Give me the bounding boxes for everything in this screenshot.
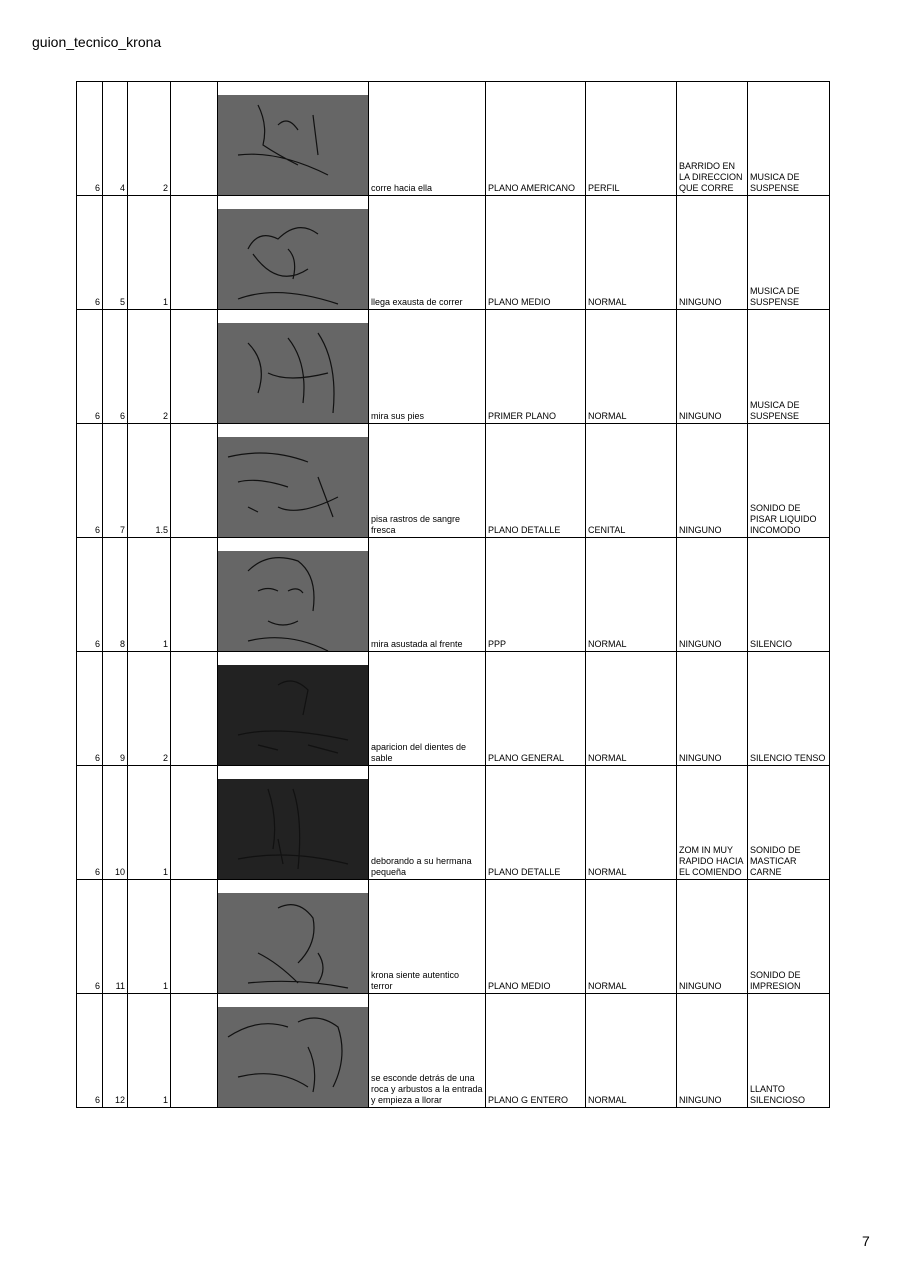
sketch-terror-icon — [218, 893, 368, 993]
blank-cell — [171, 880, 218, 994]
camera-movement-cell: NINGUNO — [677, 994, 748, 1108]
camera-angle-cell: CENITAL — [586, 424, 677, 538]
camera-movement-cell: NINGUNO — [677, 880, 748, 994]
action-description-cell: aparicion del dientes de sable — [369, 652, 486, 766]
camera-movement-cell: NINGUNO — [677, 310, 748, 424]
blank-cell — [171, 766, 218, 880]
sketch-sabertooth-icon — [218, 665, 368, 765]
duration-cell: 2 — [128, 310, 171, 424]
shot-number-cell: 11 — [103, 880, 128, 994]
storyboard-frame-cell — [218, 880, 369, 994]
action-description-cell: mira sus pies — [369, 310, 486, 424]
storyboard-frame-cell — [218, 652, 369, 766]
camera-movement-cell: NINGUNO — [677, 652, 748, 766]
storyboard-frame-cell — [218, 424, 369, 538]
storyboard-frame-cell — [218, 310, 369, 424]
blank-cell — [171, 994, 218, 1108]
shot-type-cell: PLANO AMERICANO — [486, 82, 586, 196]
shot-table — [76, 81, 830, 1108]
duration-cell: 1 — [128, 994, 171, 1108]
camera-angle-cell: NORMAL — [586, 196, 677, 310]
shot-type-cell: PLANO DETALLE — [486, 766, 586, 880]
camera-angle-cell: NORMAL — [586, 766, 677, 880]
sketch-exhausted-icon — [218, 209, 368, 309]
duration-cell: 2 — [128, 652, 171, 766]
sketch-runner-icon — [218, 95, 368, 195]
scene-number-cell: 6 — [77, 82, 103, 196]
scene-number-cell: 6 — [77, 424, 103, 538]
action-description-cell: llega exausta de correr — [369, 196, 486, 310]
shot-number-cell: 9 — [103, 652, 128, 766]
table-row — [77, 766, 830, 880]
sketch-look-feet-icon — [218, 323, 368, 423]
duration-cell: 1 — [128, 196, 171, 310]
shot-type-cell: PLANO DETALLE — [486, 424, 586, 538]
table-row — [77, 310, 830, 424]
storyboard-frame-cell — [218, 766, 369, 880]
camera-angle-cell: NORMAL — [586, 310, 677, 424]
shot-number-cell: 6 — [103, 310, 128, 424]
shot-type-cell: PLANO G ENTERO — [486, 994, 586, 1108]
scene-number-cell: 6 — [77, 994, 103, 1108]
storyboard-frame-cell — [218, 196, 369, 310]
scene-number-cell: 6 — [77, 310, 103, 424]
sketch-hiding-icon — [218, 1007, 368, 1107]
sketch-devouring-icon — [218, 779, 368, 879]
sound-cell: SONIDO DE PISAR LIQUIDO INCOMODO — [748, 424, 830, 538]
blank-cell — [171, 424, 218, 538]
shot-number-cell: 8 — [103, 538, 128, 652]
sketch-blood-trail-icon — [218, 437, 368, 537]
shot-type-cell: PLANO GENERAL — [486, 652, 586, 766]
sound-cell: SONIDO DE IMPRESION — [748, 880, 830, 994]
blank-cell — [171, 196, 218, 310]
scene-number-cell: 6 — [77, 766, 103, 880]
shot-type-cell: PRIMER PLANO — [486, 310, 586, 424]
duration-cell: 1.5 — [128, 424, 171, 538]
action-description-cell: pisa rastros de sangre fresca — [369, 424, 486, 538]
table-row — [77, 880, 830, 994]
duration-cell: 2 — [128, 82, 171, 196]
shot-number-cell: 10 — [103, 766, 128, 880]
scene-number-cell: 6 — [77, 880, 103, 994]
camera-angle-cell: NORMAL — [586, 880, 677, 994]
document-title: guion_tecnico_krona — [32, 34, 162, 50]
duration-cell: 1 — [128, 538, 171, 652]
action-description-cell: se esconde detrás de una roca y arbustos a la entrada y empieza a llorar — [369, 994, 486, 1108]
camera-angle-cell: NORMAL — [586, 652, 677, 766]
action-description-cell: krona siente autentico terror — [369, 880, 486, 994]
sound-cell: SILENCIO — [748, 538, 830, 652]
table-row — [77, 424, 830, 538]
shot-type-cell: PPP — [486, 538, 586, 652]
shot-number-cell: 5 — [103, 196, 128, 310]
action-description-cell: corre hacia ella — [369, 82, 486, 196]
sound-cell: SONIDO DE MASTICAR CARNE — [748, 766, 830, 880]
table-row — [77, 994, 830, 1108]
blank-cell — [171, 652, 218, 766]
shot-type-cell: PLANO MEDIO — [486, 196, 586, 310]
camera-movement-cell: ZOM IN MUY RAPIDO HACIA EL COMIENDO — [677, 766, 748, 880]
shot-number-cell: 4 — [103, 82, 128, 196]
duration-cell: 1 — [128, 880, 171, 994]
sound-cell: MUSICA DE SUSPENSE — [748, 196, 830, 310]
sketch-scared-face-icon — [218, 551, 368, 651]
blank-cell — [171, 82, 218, 196]
duration-cell: 1 — [128, 766, 171, 880]
page-number: 7 — [862, 1233, 870, 1249]
scene-number-cell: 6 — [77, 538, 103, 652]
action-description-cell: deborando a su hermana pequeña — [369, 766, 486, 880]
table-row — [77, 538, 830, 652]
table-row — [77, 652, 830, 766]
camera-movement-cell: BARRIDO EN LA DIRECCION QUE CORRE — [677, 82, 748, 196]
storyboard-frame-cell — [218, 82, 369, 196]
camera-angle-cell: NORMAL — [586, 538, 677, 652]
table-row — [77, 82, 830, 196]
camera-angle-cell: NORMAL — [586, 994, 677, 1108]
camera-movement-cell: NINGUNO — [677, 196, 748, 310]
sound-cell: LLANTO SILENCIOSO — [748, 994, 830, 1108]
scene-number-cell: 6 — [77, 652, 103, 766]
camera-angle-cell: PERFIL — [586, 82, 677, 196]
camera-movement-cell: NINGUNO — [677, 424, 748, 538]
table-row — [77, 196, 830, 310]
blank-cell — [171, 310, 218, 424]
storyboard-frame-cell — [218, 538, 369, 652]
storyboard-frame-cell — [218, 994, 369, 1108]
camera-movement-cell: NINGUNO — [677, 538, 748, 652]
shot-number-cell: 7 — [103, 424, 128, 538]
action-description-cell: mira asustada al frente — [369, 538, 486, 652]
sound-cell: MUSICA DE SUSPENSE — [748, 82, 830, 196]
sound-cell: SILENCIO TENSO — [748, 652, 830, 766]
scene-number-cell: 6 — [77, 196, 103, 310]
sound-cell: MUSICA DE SUSPENSE — [748, 310, 830, 424]
shot-number-cell: 12 — [103, 994, 128, 1108]
blank-cell — [171, 538, 218, 652]
shot-type-cell: PLANO MEDIO — [486, 880, 586, 994]
